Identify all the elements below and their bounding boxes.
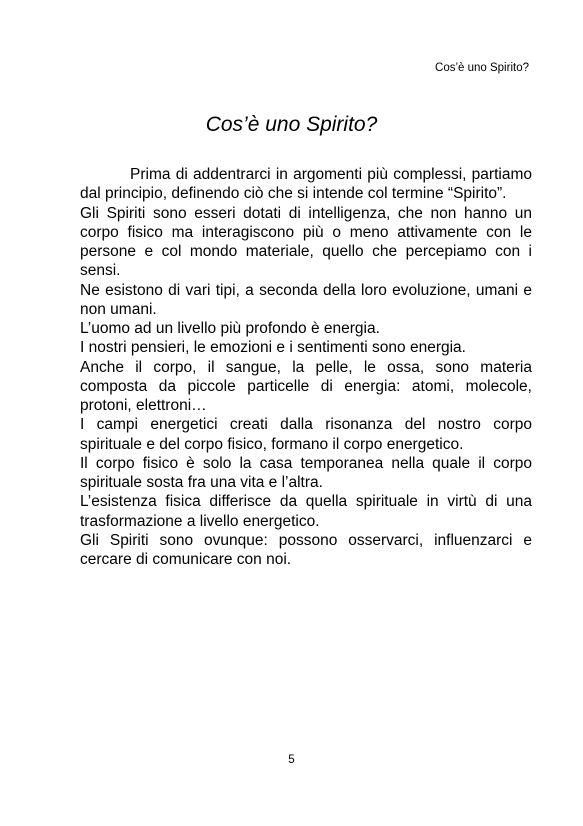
paragraph: Prima di addentrarci in argomenti più complessi, partiamo dal principio, definendo ciò che si intende col termine “Spirito”.	[80, 166, 532, 203]
paragraph: Ne esistono di vari tipi, a seconda della loro evoluzione, umani e non umani.	[80, 281, 532, 318]
paragraph: Il corpo fisico è solo la casa temporanea nella quale il corpo spirituale sosta fra una vita e l’altra.	[80, 454, 532, 491]
paragraph: I campi energetici creati dalla risonanza del nostro corpo spirituale e del corpo fisico, formano il corpo energetico.	[80, 416, 532, 453]
paragraph: L’esistenza fisica differisce da quella spirituale in virtù di una trasformazione a livello energetico.	[80, 493, 532, 530]
paragraph: Anche il corpo, il sangue, la pelle, le ossa, sono materia composta da piccole particelle di energia: atomi, molecole, protoni, elettroni…	[80, 358, 532, 414]
chapter-title: Cos’è uno Spirito?	[205, 113, 378, 136]
paragraph: L’uomo ad un livello più profondo è energia.	[80, 320, 380, 337]
running-header: Cos’è uno Spirito?	[435, 62, 529, 74]
paragraph: Gli Spiriti sono esseri dotati di intelligenza, che non hanno un corpo fisico ma interagiscono più o meno attivamente con le persone e col mondo materiale, quello che percepiamo con i sensi.	[80, 204, 532, 280]
paragraph: Gli Spiriti sono ovunque: possono osservarci, influenzarci e cercare di comunicare con noi.	[80, 531, 532, 568]
body-text	[80, 165, 532, 569]
paragraph: I nostri pensieri, le emozioni e i sentimenti sono energia.	[80, 339, 466, 357]
page-number: 5	[288, 754, 295, 766]
